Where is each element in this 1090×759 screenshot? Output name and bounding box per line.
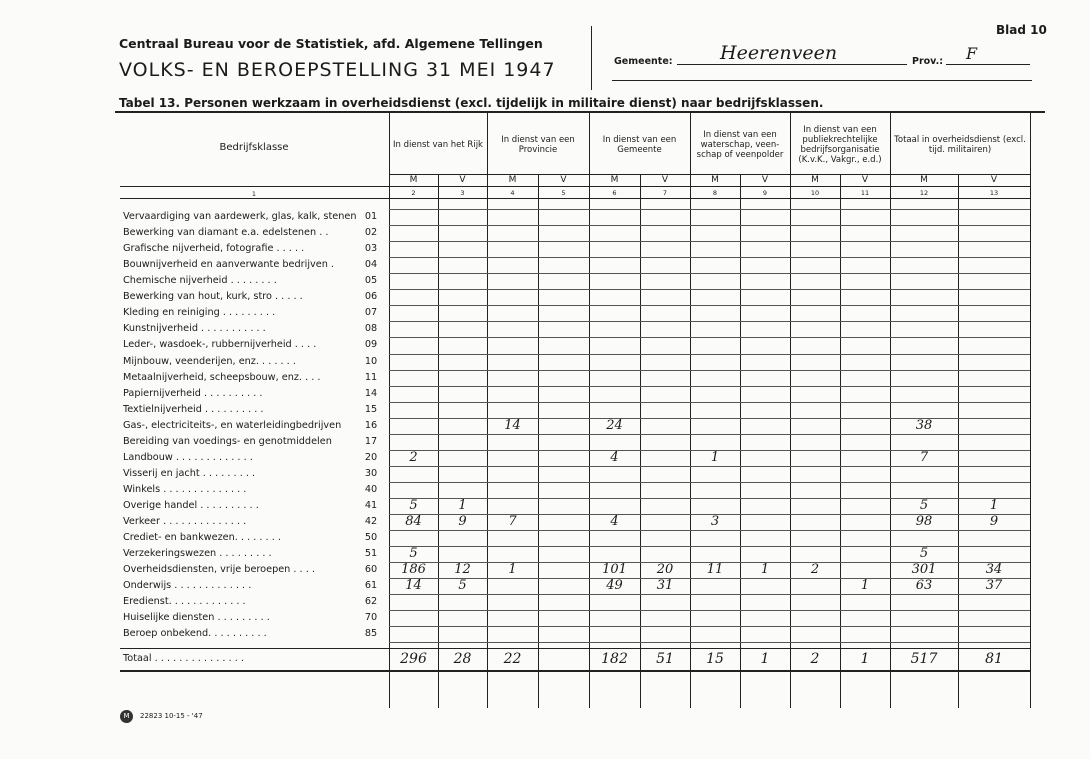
column-number: 10 [810,189,820,197]
column-number: 8 [712,189,718,197]
cell-value: 49 [606,578,623,594]
grid-vline [1030,113,1031,708]
cell-value: 1 [710,449,720,465]
column-number: 13 [989,189,999,197]
row-code: 61 [364,580,378,592]
row-label: Kunstnijverheid . . . . . . . . . . . [123,323,266,335]
form-title: VOLKS- EN BEROEPSTELLING 31 MEI 1947 [119,59,556,81]
row-code: 09 [364,339,378,351]
cell-value: 14 [504,417,521,433]
gemeente-value: Heerenveen [720,42,838,64]
row-label: Huiselijke diensten . . . . . . . . . [123,612,270,624]
grid-vline [840,174,841,708]
grid-row-line [389,225,1030,226]
cell-value: 5 [919,497,929,513]
cell-value: 101 [602,562,627,578]
total-value: 81 [985,651,1003,668]
cell-value: 1 [989,497,999,513]
row-code: 41 [364,499,378,511]
grid-hline [120,186,1030,187]
row-code: 02 [364,227,378,239]
cell-value: 4 [610,449,619,465]
first-col-header: Bedrijfsklasse [219,141,289,153]
cell-value: 1 [860,578,870,594]
row-code: 03 [364,243,378,255]
gemeente-label: Gemeente: [614,56,673,67]
column-number: 2 [411,189,416,197]
cell-value: 9 [989,514,999,529]
row-label: Onderwijs . . . . . . . . . . . . . [123,580,252,592]
grid-vline [640,174,641,708]
cell-value: 1 [760,562,770,578]
grid-row-line [389,289,1030,290]
row-code: 10 [364,355,378,367]
row-label: Leder-, wasdoek-, rubbernijverheid . . . . [123,339,317,351]
cell-value: 12 [454,562,471,578]
column-number: 7 [662,189,668,197]
cell-value: 7 [508,514,517,529]
mv-label: V [761,175,769,185]
row-label: Winkels . . . . . . . . . . . . . . [123,483,247,495]
prov-label: Prov.: [912,56,944,67]
column-number: 3 [460,189,465,197]
total-value: 51 [656,651,674,668]
header-rule [612,80,1032,81]
group-header: In dienst van een waterschap, veen-schap of veenpolder [696,130,784,160]
column-number: 9 [762,189,768,197]
grid-vline [958,174,959,708]
grid-row-line [389,370,1030,371]
grid-vline [538,174,539,708]
column-number: 12 [919,189,929,197]
first-col-number: 1 [251,190,257,198]
row-label: Vervaardiging van aardewerk, glas, kalk, stenen [123,211,357,222]
group-header: In dienst van een Provincie [501,135,575,155]
grid-row-line [389,610,1030,611]
printer-logo: M [120,710,133,723]
grid-vline [690,113,691,708]
total-value: 517 [910,651,938,668]
row-code: 01 [364,211,378,222]
total-value: 182 [601,651,628,668]
mv-label: M [610,175,619,185]
grid-row-line [389,466,1030,467]
grid-hline [120,648,1030,649]
grid-row-line [389,305,1030,306]
row-code: 20 [364,451,378,463]
prov-value: F [966,44,978,63]
cell-value: 5 [919,546,929,561]
row-label: Bewerking van diamant e.a. edelstenen . . [123,227,329,239]
header-divider [591,26,592,90]
cell-value: 31 [656,578,674,594]
row-label: Beroep onbekend. . . . . . . . . . [123,628,267,640]
row-code: 30 [364,467,378,479]
cell-value: 63 [915,578,933,594]
row-label: Textielnijverheid . . . . . . . . . . [123,403,264,415]
grid-row-line [389,482,1030,483]
cell-value: 186 [401,562,426,578]
row-code: 17 [364,435,378,447]
cell-value: 14 [405,578,422,594]
grid-row-line [389,626,1030,627]
mv-label: M [409,175,418,185]
grid-vline [389,113,390,708]
row-code: 11 [364,371,378,383]
row-label: Grafische nijverheid, fotografie . . . . . [123,243,305,255]
mv-label: V [459,175,466,185]
row-label: Landbouw . . . . . . . . . . . . . [123,451,253,463]
mv-label: V [990,175,998,185]
group-header: In dienst van een Gemeente [602,135,677,155]
row-code: 04 [364,259,378,271]
grid-vline [790,113,791,708]
grid-hline [120,198,1030,199]
cell-value: 4 [610,514,619,529]
total-value: 2 [810,651,820,668]
row-label: Bewerking van hout, kurk, stro . . . . . [123,291,303,303]
cell-value: 5 [458,578,467,594]
row-code: 05 [364,275,378,287]
grid-row-line [389,642,1030,643]
table-title: Tabel 13. Personen werkzaam in overheidsdienst (excl. tijdelijk in militaire dienst) naar bedrijfsklassen. [119,96,824,110]
cell-value: 20 [656,562,674,578]
row-label: Chemische nijverheid . . . . . . . . [123,275,277,287]
column-number: 5 [561,189,566,197]
grid-row-line [389,257,1030,258]
row-label: Papiernijverheid . . . . . . . . . . [123,387,263,399]
row-label: Metaalnijverheid, scheepsbouw, enz. . . . [123,371,321,383]
column-number: 4 [510,189,515,197]
gemeente-underline [677,64,907,65]
row-label: Eredienst. . . . . . . . . . . . . [123,596,246,608]
row-label: Bereiding van voedings- en genotmiddelen [123,435,332,447]
row-code: 51 [364,548,378,559]
cell-value: 2 [810,562,820,578]
total-value: 15 [706,651,724,668]
table-top-rule [115,111,1045,113]
column-number: 11 [860,189,870,197]
row-label: Verkeer . . . . . . . . . . . . . . [123,516,247,527]
row-label: Verzekeringswezen . . . . . . . . . [123,548,272,559]
group-header: In dienst van het Rijk [393,140,483,150]
row-label: Visserij en jacht . . . . . . . . . [123,467,256,479]
grid-row-line [389,241,1030,242]
cell-value: 1 [508,562,517,578]
cell-value: 38 [915,417,933,433]
group-header: In dienst van een publiekrechtelijke bedrijfsorganisatie (K.v.K., Vakgr., e.d.) [798,125,882,165]
row-label: Mijnbouw, veenderijen, enz. . . . . . . [123,355,296,367]
grid-row-line [389,321,1030,322]
grid-row-line [389,434,1030,435]
row-code: 07 [364,307,378,319]
grid-row-line [389,354,1030,355]
row-label: Gas-, electriciteits-, en waterleidingbedrijven [123,419,342,431]
row-code: 40 [364,483,378,495]
print-code: 22823 10-15 - '47 [140,712,203,720]
grid-hline [120,670,1030,671]
row-code: 70 [364,612,378,624]
total-value: 22 [503,651,522,668]
row-label: Overheidsdiensten, vrije beroepen . . . . [123,564,315,576]
prov-underline [946,64,1030,65]
row-code: 42 [364,516,378,527]
total-label: Totaal . . . . . . . . . . . . . . . [123,653,244,665]
row-code: 15 [364,403,378,415]
total-value: 28 [453,651,472,668]
row-label: Overige handel . . . . . . . . . . [123,499,259,511]
grid-vline [438,174,439,708]
cell-value: 5 [409,497,418,513]
row-code: 16 [364,419,378,431]
cell-value: 37 [985,578,1003,594]
row-code: 08 [364,323,378,335]
sheet-number: Blad 10 [996,23,1047,37]
grid-vline [740,174,741,708]
grid-vline [487,113,488,708]
cell-value: 34 [985,562,1003,578]
grid-row-line [389,386,1030,387]
bureau-line: Centraal Bureau voor de Statistiek, afd. Algemene Tellingen [119,36,543,51]
group-header: Totaal in overheidsdienst (excl. tijd. militairen) [894,135,1026,155]
mv-label: M [920,175,928,185]
mv-label: M [711,175,719,185]
column-number: 6 [612,189,617,197]
total-value: 1 [760,651,770,668]
cell-value: 7 [919,449,929,465]
row-label: Bouwnijverheid en aanverwante bedrijven . [123,259,335,271]
mv-label: M [508,175,517,185]
cell-value: 84 [405,514,422,529]
grid-row-line [389,402,1030,403]
grid-vline [589,113,590,708]
cell-value: 11 [706,562,724,578]
cell-value: 24 [606,417,623,433]
mv-label: M [811,175,819,185]
cell-value: 5 [409,546,418,561]
cell-value: 301 [911,562,937,578]
row-code: 85 [364,628,378,640]
cell-value: 3 [710,514,720,529]
total-value: 296 [400,651,427,668]
mv-label: V [661,175,669,185]
row-code: 60 [364,564,378,576]
mv-label: V [861,175,869,185]
grid-row-line [389,594,1030,595]
grid-row-line [389,530,1030,531]
total-value: 1 [860,651,870,668]
cell-value: 1 [458,497,467,513]
cell-value: 98 [915,514,933,529]
grid-row-line [389,209,1030,210]
mv-label: V [560,175,567,185]
grid-row-line [389,273,1030,274]
row-code: 06 [364,291,378,303]
grid-row-line [389,337,1030,338]
row-code: 14 [364,387,378,399]
row-code: 62 [364,596,378,608]
cell-value: 2 [409,449,418,465]
row-label: Kleding en reiniging . . . . . . . . . [123,307,276,319]
row-label: Crediet- en bankwezen. . . . . . . . [123,532,281,543]
cell-value: 9 [458,514,467,529]
row-code: 50 [364,532,378,543]
grid-vline [890,113,891,708]
